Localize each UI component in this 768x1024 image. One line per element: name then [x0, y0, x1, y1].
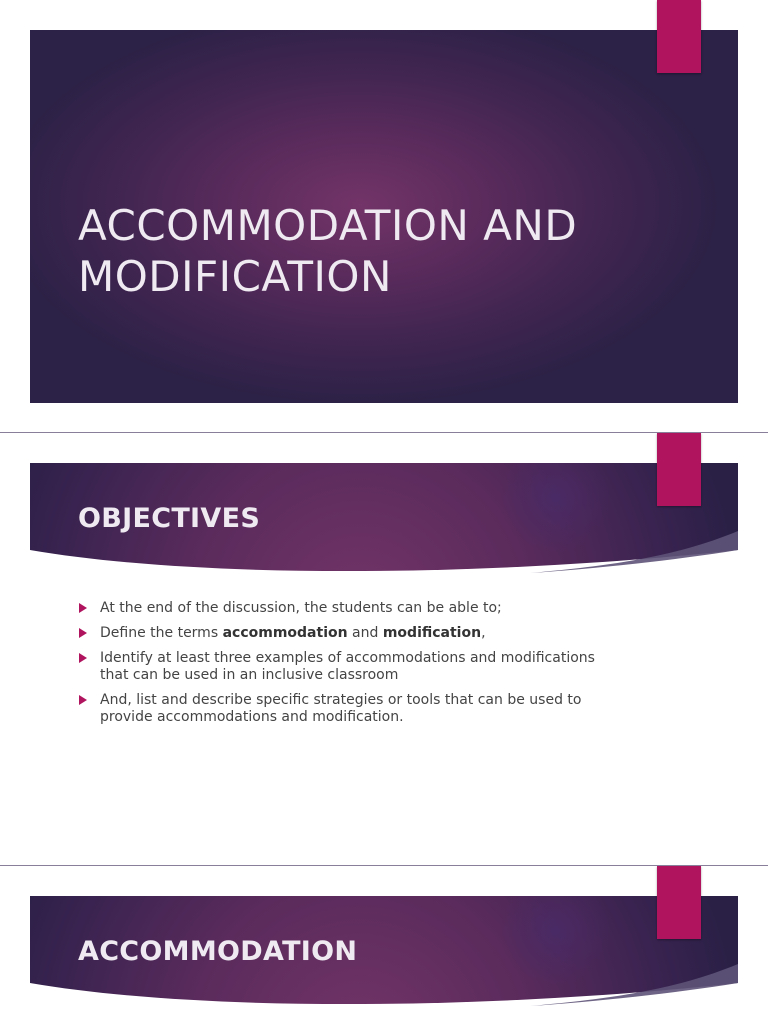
title-panel	[30, 30, 738, 403]
bullet-text-suffix: ,	[481, 625, 486, 641]
accent-tab	[657, 0, 701, 73]
bullet-text-line-2: provide accommodations and modification.	[100, 709, 404, 725]
right-triangle-bullet-icon	[79, 695, 87, 705]
title-line-1: ACCOMMODATION AND	[78, 201, 578, 250]
bullet-text-line-2: that can be used in an inclusive classroom	[100, 667, 399, 683]
title-line-2: MODIFICATION	[78, 252, 392, 301]
list-item	[78, 650, 638, 684]
bullet-text-line-1: And, list and describe specific strategies or tools that can be used to	[100, 692, 582, 708]
right-triangle-bullet-icon	[79, 603, 87, 613]
objectives-list	[78, 600, 638, 734]
slide-objectives	[0, 433, 768, 865]
slide-title-text	[78, 200, 698, 302]
bullet-text: At the end of the discussion, the students can be able to;	[100, 600, 502, 616]
term-accommodation: accommodation	[222, 625, 348, 641]
right-triangle-bullet-icon	[79, 628, 87, 638]
accent-tab	[657, 433, 701, 506]
bullet-text-prefix: Define the terms	[100, 625, 223, 641]
bullet-text-middle: and	[347, 625, 383, 641]
list-item	[78, 625, 638, 642]
bullet-text-line-1: Identify at least three examples of accommodations and modifications	[100, 650, 595, 666]
term-modification: modification	[382, 625, 482, 641]
slide-title	[0, 0, 768, 432]
slide-header-title: OBJECTIVES	[78, 503, 261, 534]
slide-header-title: ACCOMMODATION	[78, 936, 358, 967]
list-item	[78, 600, 638, 617]
accent-tab	[657, 866, 701, 939]
slide-accommodation	[0, 866, 768, 1024]
list-item	[78, 692, 638, 726]
right-triangle-bullet-icon	[79, 653, 87, 663]
